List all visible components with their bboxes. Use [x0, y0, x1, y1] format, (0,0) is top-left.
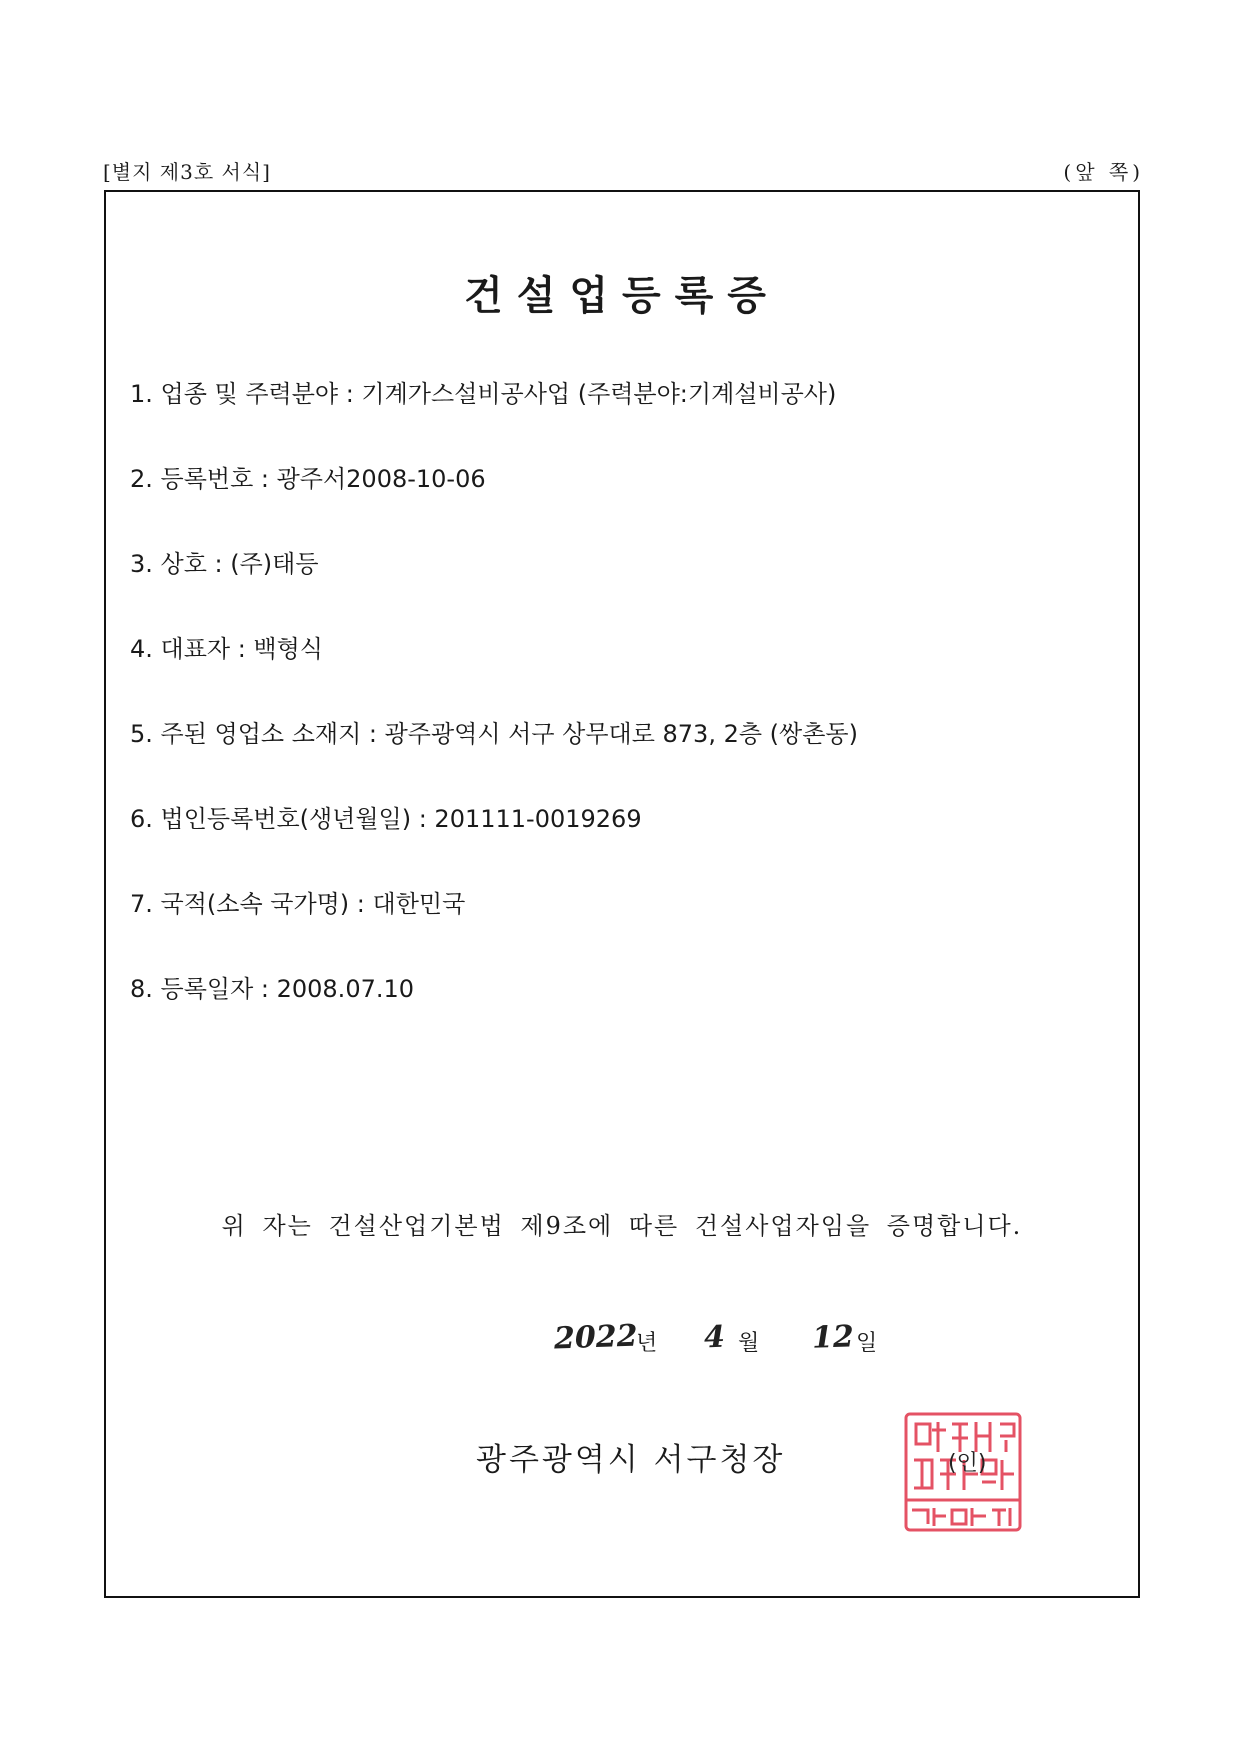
- year-unit: 년: [636, 1331, 658, 1356]
- day-unit: 일: [856, 1331, 878, 1356]
- certificate-frame: [104, 190, 1140, 1598]
- form-number-label: [별지 제3호 서식]: [103, 160, 271, 184]
- issue-year: 2022: [553, 1318, 639, 1357]
- issue-day: 12: [811, 1319, 855, 1356]
- item-registration-date: 8. 등록일자 : 2008.07.10: [130, 975, 415, 1003]
- item-representative: 4. 대표자 : 백형식: [130, 635, 323, 663]
- certificate-items: [130, 376, 858, 1056]
- item-nationality: 7. 국적(소속 국가명) : 대한민국: [130, 890, 466, 918]
- document-title: 건설업등록증: [464, 273, 780, 319]
- page-side-label: (앞 쪽): [1063, 160, 1144, 184]
- item-business-type: 1. 업종 및 주력분야 : 기계가스설비공사업 (주력분야:기계설비공사): [130, 380, 837, 408]
- issuing-office: 광주광역시 서구청장: [476, 1442, 786, 1478]
- month-unit: 월: [738, 1331, 760, 1356]
- issue-date: [106, 1320, 1138, 1370]
- item-registration-number: 2. 등록번호 : 광주서2008-10-06: [130, 465, 486, 493]
- item-office-address: 5. 주된 영업소 소재지 : 광주광역시 서구 상무대로 873, 2층 (쌍촌동): [130, 720, 858, 748]
- seal-mark-text: (인): [948, 1451, 987, 1476]
- item-corporate-number: 6. 법인등록번호(생년월일) : 201111-0019269: [130, 805, 642, 833]
- item-company-name: 3. 상호 : (주)태등: [130, 550, 319, 578]
- issue-month: 4: [703, 1319, 726, 1356]
- certification-statement: 위 자는 건설산업기본법 제9조에 따른 건설사업자임을 증명합니다.: [221, 1212, 1023, 1240]
